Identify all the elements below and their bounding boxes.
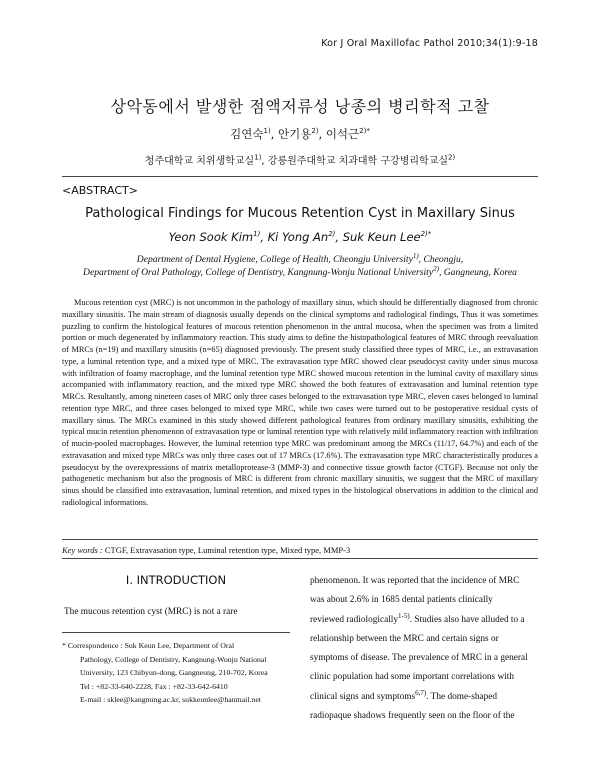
english-title: Pathological Findings for Mucous Retention Cyst in Maxillary Sinus: [85, 206, 515, 221]
body-text: reviewed radiologically: [310, 614, 399, 625]
body-line: was about 2.6% in 1685 dental patients clinically: [310, 595, 493, 606]
affiliation-sup: 1): [254, 153, 262, 162]
author-name: Suk Keun Lee: [342, 230, 421, 244]
author-sup: 2)*: [359, 127, 370, 136]
body-line: phenomenon. It was reported that the incidence of MRC: [310, 576, 520, 586]
author-name: 김연숙: [230, 127, 264, 141]
english-authors: Yeon Sook Kim$^{1)}$, Ki Yong An$^{2)}$, Suk Keun Lee$^{2)*}$: [168, 230, 432, 244]
author-name: 안기용: [277, 127, 312, 141]
affiliation-text: Department of Dental Hygiene, College of Health, Cheongju University: [136, 254, 413, 265]
affiliation-sup: 1): [412, 251, 419, 260]
keywords-label: Key words :: [62, 545, 103, 555]
body-text: clinical signs and symptoms: [310, 691, 416, 702]
footnote-line: University, 123 Chibyun-dong, Gangneung, 210-702, Korea: [80, 668, 268, 678]
affiliation-text: Department of Oral Pathology, College of Dentistry, Kangnung-Wonju National University: [83, 267, 434, 278]
body-line: [310, 688, 538, 707]
body-line: radiopaque shadows frequently seen on the floor of the: [310, 711, 515, 722]
author-name: 이석근: [325, 127, 360, 141]
affiliation: 청주대학교 치위생학교실: [144, 156, 255, 167]
footnote-line: Tel : +82-33-640-2228, Fax : +82-33-642-6410: [80, 681, 228, 691]
abstract-body: [62, 297, 538, 509]
body-line: symptoms of disease. The prevalence of MRC in a general: [310, 653, 528, 664]
keywords: [62, 545, 538, 555]
affiliation-text: , Cheongju,: [418, 254, 464, 265]
author-sup: 2)*: [420, 230, 432, 239]
body-line: clinic population had some important correlations with: [310, 672, 514, 683]
intro-text-right: [310, 572, 538, 726]
korean-title: 상악동에서 발생한 점액저류성 낭종의 병리학적 고찰: [110, 97, 490, 116]
author-sup: 1): [253, 230, 261, 239]
author-sup: 1): [263, 127, 271, 136]
body-text: . The dome-shaped: [426, 691, 498, 702]
english-affiliation-line: [62, 251, 538, 265]
citation-sup: 1-5): [398, 611, 410, 620]
korean-affiliations: 청주대학교 치위생학교실$^{1)}$, 강릉원주대학교 치과대학 구강병리학교실$^{2)}$: [144, 153, 456, 167]
affiliation-sup: 2): [448, 153, 456, 162]
footnote-line: * Correspondence : Suk Keun Lee, Department of Oral: [62, 641, 235, 650]
english-affiliation-line: [62, 264, 538, 278]
body-text: . Studies also have alluded to a: [409, 614, 525, 625]
correspondence-footnote: [62, 639, 290, 707]
author-name: Ki Yong An: [267, 230, 329, 244]
author-sup: 2): [328, 230, 336, 239]
author-name: Yeon Sook Kim: [168, 230, 254, 244]
abstract-text: Mucous retention cyst (MRC) is not uncommon in the pathology of maxillary sinus, which should be differentially diagnosed from chronic maxillary sinusitis. The main stream of diagnosis usually depends on the clinical symptoms and radiological findings, Thus it was sometimes puzzling to confirm the histological features of mucous retention phenomenon in the antral mucosa, when the specimen was from a limited portion or much degenerated by inflammatory reaction. This study aims to define the histopathological features of MRC through reevaluation of MRCs (n=19) and maxillary sinusitis (n=65) diagnosed previously. The present study classified three types of MRC, i.e., an extravasation type, a luminal retention type, and a mixed type of MRC. The extravasation type MRC showed clear pseudocyst cavity under sinus mucosa with infiltration of foamy macrophage, and the luminal retention type MRC showed mucous retention in the luminal cavity of maxillary sinus accompanied with inflammatory reaction, and the mixed type MRC showed the both features of extravasation and luminal retention type MRCs. Resultantly, among nineteen cases of MRC only three cases belonged to the extravasation type MRC, eleven cases belonged to luminal retention type MRC, and three cases belonged to mixed type MRC, while two cases were turned out to be postoperative residual cysts of maxillary sinus. The MRCs examined in this study showed different pathological features from ordinary maxillary sinusitis, exhibiting the typical mucin retention phenomenon of extravasation type or luminal retention type with relatively mild inflammatory reaction with infiltration of mucin-pooled macrophages. However, the luminal retention type MRC was predominant among the MRCs (11/17, 64.7%) and each of the extravasation and mixed type MRCs was only three cases out of 17 MRCs (17.6%). The extravasation type MRC characteristically produces a pseudocyst by the overexpressions of matrix metalloprotease-3 (MMP-3) and connective tissue growth factor (CTGF). Because not only the pathogenetic mechanism but also the prognosis of MRC is different from chronic maxillary sinusitis, we suggest that the MRC of maxillary sinus should be classified into extravasation, luminal retention, and mixed types in the histological observations in addition to the clinical and radiological informations.: [62, 298, 538, 507]
footnote-divider: [62, 632, 290, 633]
journal-citation: Kor J Oral Maxillofac Pathol 2010;34(1):9-18: [321, 38, 538, 49]
section-heading: I. INTRODUCTION: [125, 573, 227, 587]
intro-text-left: The mucous retention cyst (MRC) is not a rare: [64, 607, 238, 617]
affiliation-sup: 2): [433, 264, 439, 273]
affiliation-text: , Gangneung, Korea: [438, 267, 517, 278]
author-sup: 2): [311, 127, 319, 136]
divider: [62, 539, 538, 540]
divider: [62, 176, 538, 177]
body-line: [310, 611, 538, 630]
abstract-label: <ABSTRACT>: [62, 184, 138, 197]
footnote-line: E-mail : sklee@kangnung.ac.kr, sukkeunlee@hanmail.net: [80, 695, 261, 705]
korean-authors: 김연숙$^{1)}$, 안기용$^{2)}$, 이석근$^{2)*}$: [230, 127, 370, 141]
affiliation: 강릉원주대학교 치과대학 구강병리학교실: [267, 156, 449, 167]
keywords-text: CTGF, Extravasation type, Luminal retention type, Mixed type, MMP-3: [104, 545, 351, 555]
citation-sup: 6,7): [415, 688, 427, 697]
footnote-line: Pathology, College of Dentistry, Kangnung-Wonju National: [80, 654, 267, 664]
divider: [62, 558, 538, 559]
body-line: relationship between the MRC and certain signs or: [310, 633, 499, 644]
